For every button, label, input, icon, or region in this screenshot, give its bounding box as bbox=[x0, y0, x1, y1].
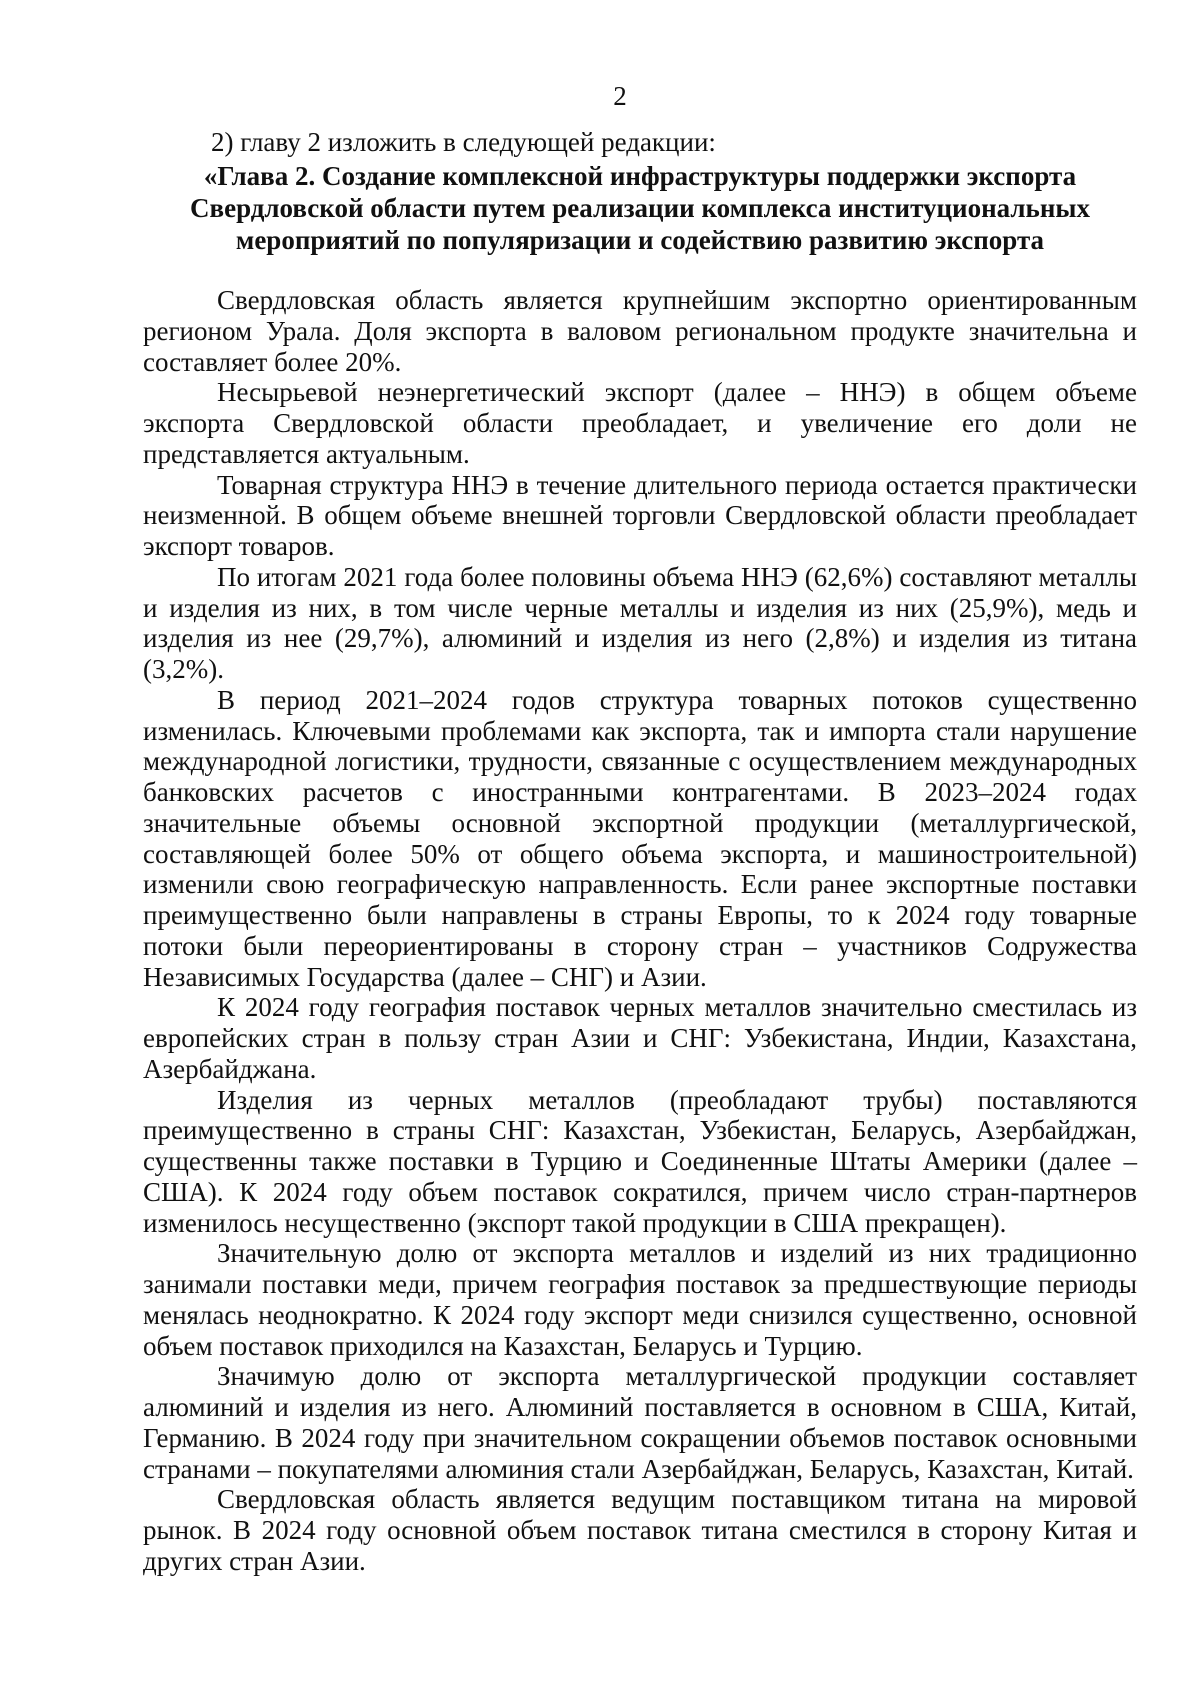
paragraph: По итогам 2021 года более половины объема ННЭ (62,6%) составляют металлы и изделия из них, в том числе черные металлы и изделия из них (25,9%), медь и изделия из нее (29,7%), алюминий и изделия из него (2,8%) и изделия из титана (3,2%). bbox=[143, 561, 1137, 684]
document-content bbox=[143, 126, 1137, 1577]
paragraph: В период 2021–2024 годов структура товарных потоков существенно изменилась. Ключевыми проблемами как экспорта, так и импорта стали нарушение международной логистики, трудности, связанные с осуществлением международных банковских расчетов с иностранными контрагентами. В 2023–2024 годах значительные объемы основной экспортной продукции (металлургической, составляющей более 50% от общего объема экспорта, и машиностроительной) изменили свою географическую направленность. Если ранее экспортные поставки преимущественно были направлены в страны Европы, то к 2024 году товарные потоки были переориентированы в сторону стран – участников Содружества Независимых Государства (далее – СНГ) и Азии. bbox=[143, 684, 1137, 992]
paragraph: Товарная структура ННЭ в течение длительного периода остается практически неизменной. В общем объеме внешней торговли Свердловской области преобладает экспорт товаров. bbox=[143, 469, 1137, 561]
paragraph: Несырьевой неэнергетический экспорт (далее – ННЭ) в общем объеме экспорта Свердловской области преобладает, и увеличение его доли не представляется актуальным. bbox=[143, 377, 1137, 469]
paragraph: Свердловская область является ведущим поставщиком титана на мировой рынок. В 2024 году основной объем поставок титана сместился в сторону Китая и других стран Азии. bbox=[143, 1484, 1137, 1576]
paragraph: Свердловская область является крупнейшим экспортно ориентированным регионом Урала. Доля экспорта в валовом региональном продукте значительна и составляет более 20%. bbox=[143, 285, 1137, 377]
chapter-heading: «Глава 2. Создание комплексной инфраструктуры поддержки экспорта Свердловской области путем реализации комплекса институциональных мероприятий по популяризации и содействию развитию экспорта bbox=[190, 161, 1090, 255]
paragraph: Значимую долю от экспорта металлургической продукции составляет алюминий и изделия из него. Алюминий поставляется в основном в США, Китай, Германию. В 2024 году при значительном сокращении объемов поставок основными странами – покупателями алюминия стали Азербайджан, Беларусь, Казахстан, Китай. bbox=[143, 1361, 1137, 1484]
paragraph: К 2024 году география поставок черных металлов значительно сместилась из европейских стран в пользу стран Азии и СНГ: Узбекистана, Индии, Казахстана, Азербайджана. bbox=[143, 992, 1137, 1084]
paragraph: Значительную долю от экспорта металлов и изделий из них традиционно занимали поставки меди, причем география поставок за предшествующие периоды менялась неоднократно. К 2024 году экспорт меди снизился существенно, основной объем поставок приходился на Казахстан, Беларусь и Турцию. bbox=[143, 1238, 1137, 1361]
chapter-body bbox=[143, 285, 1137, 1577]
paragraph: Изделия из черных металлов (преобладают трубы) поставляются преимущественно в страны СНГ: Казахстан, Узбекистан, Беларусь, Азербайджан, существенны также поставки в Турцию и Соединенные Штаты Америки (далее – США). К 2024 году объем поставок сократился, причем число стран-партнеров изменилось несущественно (экспорт такой продукции в США прекращен). bbox=[143, 1084, 1137, 1238]
page-number: 2 bbox=[613, 81, 627, 111]
amendment-instruction: 2) главу 2 изложить в следующей редакции: bbox=[211, 127, 716, 157]
